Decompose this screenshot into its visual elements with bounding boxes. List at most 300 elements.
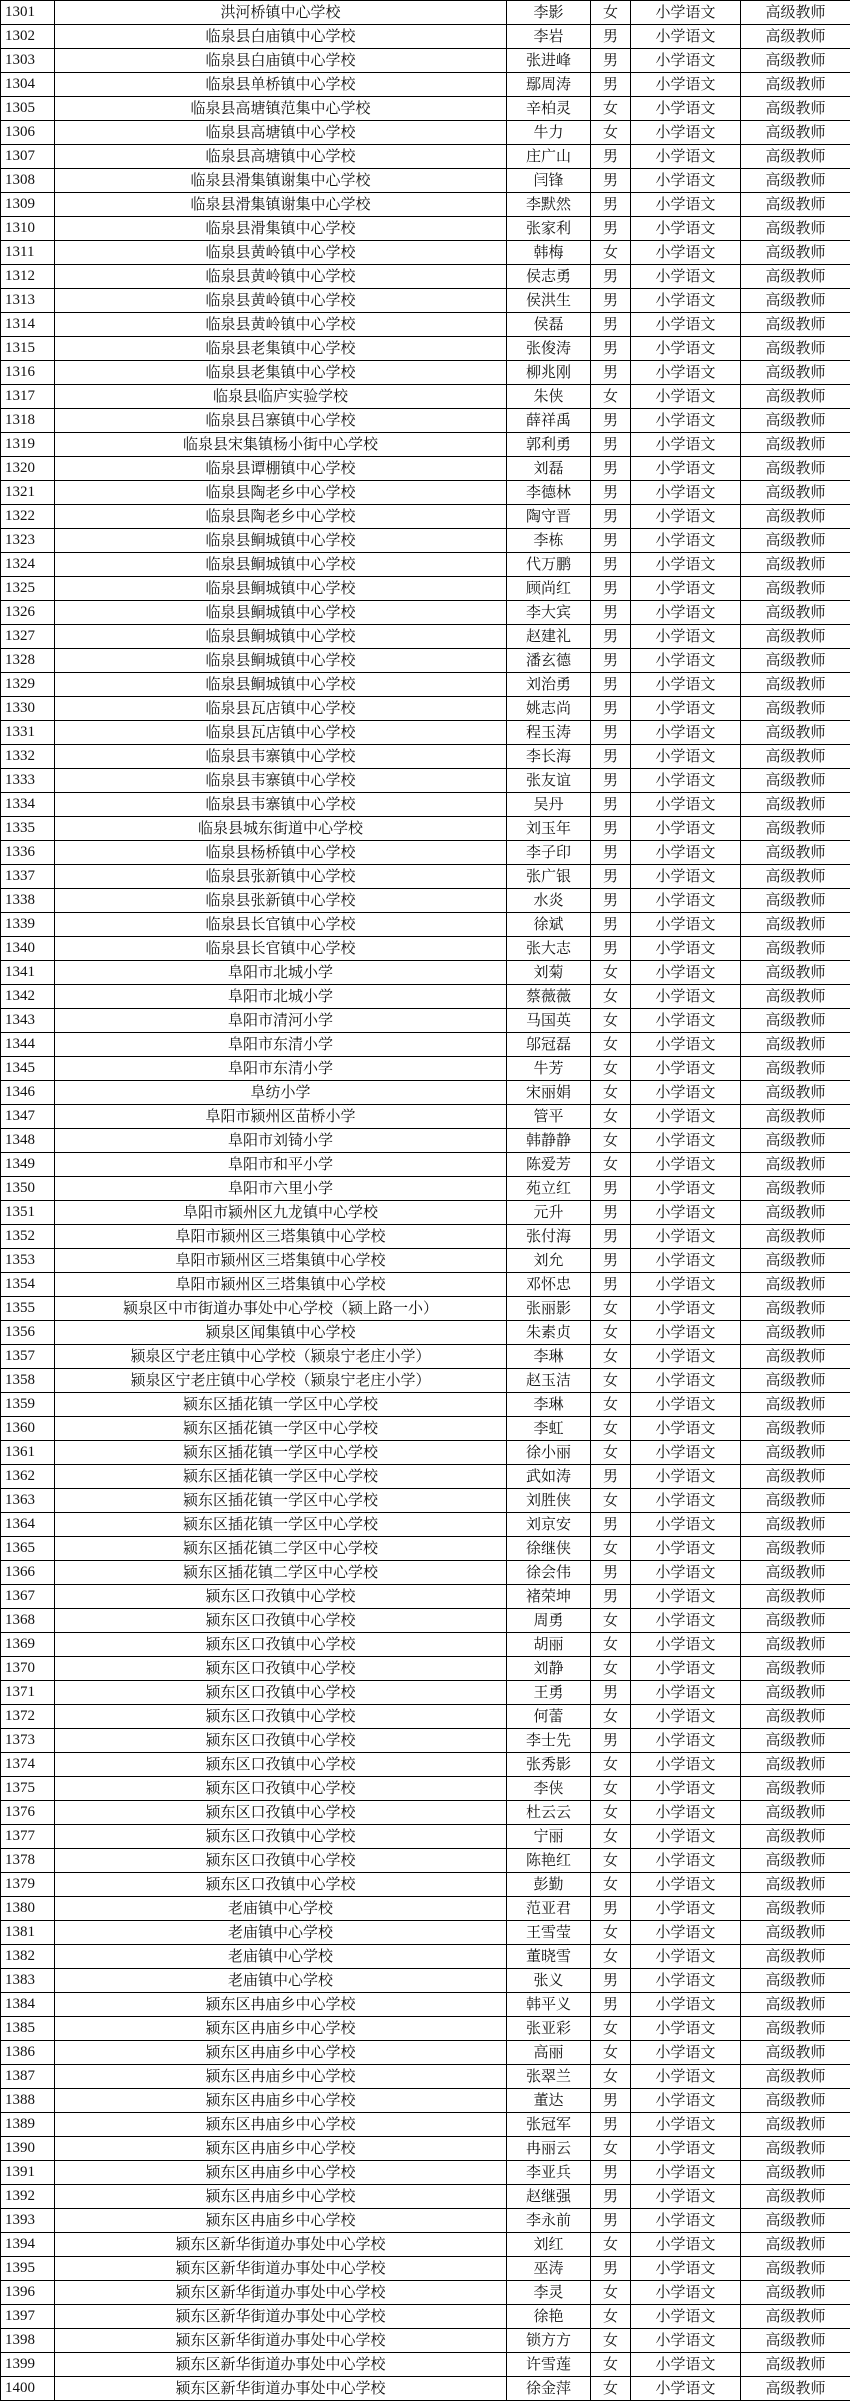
teacher-name-cell: 侯志勇 — [507, 265, 591, 289]
table-row — [1, 961, 850, 985]
table-row — [1, 2113, 850, 2137]
serial-number-cell: 1325 — [1, 577, 55, 601]
table-row — [1, 1177, 850, 1201]
school-cell: 颍东区冉庙乡中心学校 — [55, 2065, 507, 2089]
gender-cell: 女 — [591, 2041, 631, 2065]
teacher-name-cell: 徐会伟 — [507, 1561, 591, 1585]
school-cell: 阜阳市颍州区苗桥小学 — [55, 1105, 507, 1129]
table-row — [1, 1801, 850, 1825]
school-cell: 颍东区插花镇一学区中心学校 — [55, 1465, 507, 1489]
table-row — [1, 505, 850, 529]
serial-number-cell: 1392 — [1, 2185, 55, 2209]
title-cell: 高级教师 — [741, 2233, 850, 2257]
school-cell: 临泉县长官镇中心学校 — [55, 913, 507, 937]
title-cell: 高级教师 — [741, 361, 850, 385]
title-cell: 高级教师 — [741, 889, 850, 913]
gender-cell: 男 — [591, 1225, 631, 1249]
gender-cell: 男 — [591, 1729, 631, 1753]
serial-number-cell: 1363 — [1, 1489, 55, 1513]
school-cell: 颍东区口孜镇中心学校 — [55, 1633, 507, 1657]
gender-cell: 男 — [591, 1273, 631, 1297]
table-row — [1, 2209, 850, 2233]
gender-cell: 女 — [591, 2353, 631, 2377]
subject-cell: 小学语文 — [631, 721, 741, 745]
title-cell: 高级教师 — [741, 1777, 850, 1801]
school-cell: 颍东区口孜镇中心学校 — [55, 1657, 507, 1681]
title-cell: 高级教师 — [741, 25, 850, 49]
teacher-name-cell: 刘菊 — [507, 961, 591, 985]
gender-cell: 男 — [591, 1561, 631, 1585]
title-cell: 高级教师 — [741, 385, 850, 409]
serial-number-cell: 1369 — [1, 1633, 55, 1657]
subject-cell: 小学语文 — [631, 1585, 741, 1609]
serial-number-cell: 1339 — [1, 913, 55, 937]
table-row — [1, 2257, 850, 2281]
subject-cell: 小学语文 — [631, 145, 741, 169]
teacher-name-cell: 董达 — [507, 2089, 591, 2113]
table-row — [1, 1537, 850, 1561]
table-row — [1, 457, 850, 481]
serial-number-cell: 1356 — [1, 1321, 55, 1345]
serial-number-cell: 1394 — [1, 2233, 55, 2257]
serial-number-cell: 1387 — [1, 2065, 55, 2089]
serial-number-cell: 1398 — [1, 2329, 55, 2353]
title-cell: 高级教师 — [741, 1009, 850, 1033]
serial-number-cell: 1391 — [1, 2161, 55, 2185]
subject-cell: 小学语文 — [631, 1921, 741, 1945]
gender-cell: 女 — [591, 1153, 631, 1177]
serial-number-cell: 1373 — [1, 1729, 55, 1753]
title-cell: 高级教师 — [741, 1897, 850, 1921]
gender-cell: 男 — [591, 2089, 631, 2113]
school-cell: 颍东区冉庙乡中心学校 — [55, 1993, 507, 2017]
serial-number-cell: 1390 — [1, 2137, 55, 2161]
subject-cell: 小学语文 — [631, 1633, 741, 1657]
subject-cell: 小学语文 — [631, 625, 741, 649]
subject-cell: 小学语文 — [631, 2377, 741, 2401]
subject-cell: 小学语文 — [631, 1441, 741, 1465]
teacher-name-cell: 韩平义 — [507, 1993, 591, 2017]
serial-number-cell: 1351 — [1, 1201, 55, 1225]
serial-number-cell: 1399 — [1, 2353, 55, 2377]
serial-number-cell: 1302 — [1, 25, 55, 49]
subject-cell: 小学语文 — [631, 361, 741, 385]
school-cell: 老庙镇中心学校 — [55, 1945, 507, 1969]
table-row — [1, 1249, 850, 1273]
subject-cell: 小学语文 — [631, 913, 741, 937]
gender-cell: 女 — [591, 1417, 631, 1441]
subject-cell: 小学语文 — [631, 2353, 741, 2377]
teacher-name-cell: 徐金萍 — [507, 2377, 591, 2401]
gender-cell: 男 — [591, 1969, 631, 1993]
school-cell: 临泉县鲖城镇中心学校 — [55, 553, 507, 577]
teacher-name-cell: 李亚兵 — [507, 2161, 591, 2185]
serial-number-cell: 1332 — [1, 745, 55, 769]
gender-cell: 女 — [591, 2305, 631, 2329]
school-cell: 颍东区冉庙乡中心学校 — [55, 2185, 507, 2209]
title-cell: 高级教师 — [741, 337, 850, 361]
table-row — [1, 649, 850, 673]
title-cell: 高级教师 — [741, 1057, 850, 1081]
teacher-name-cell: 徐斌 — [507, 913, 591, 937]
title-cell: 高级教师 — [741, 169, 850, 193]
table-row — [1, 1513, 850, 1537]
table-row — [1, 2329, 850, 2353]
school-cell: 临泉县老集镇中心学校 — [55, 337, 507, 361]
title-cell: 高级教师 — [741, 1873, 850, 1897]
serial-number-cell: 1323 — [1, 529, 55, 553]
gender-cell: 女 — [591, 1129, 631, 1153]
title-cell: 高级教师 — [741, 721, 850, 745]
gender-cell: 女 — [591, 1105, 631, 1129]
gender-cell: 男 — [591, 625, 631, 649]
teacher-name-cell: 赵建礼 — [507, 625, 591, 649]
serial-number-cell: 1385 — [1, 2017, 55, 2041]
school-cell: 临泉县张新镇中心学校 — [55, 865, 507, 889]
gender-cell: 女 — [591, 121, 631, 145]
school-cell: 临泉县鲖城镇中心学校 — [55, 577, 507, 601]
school-cell: 临泉县滑集镇谢集中心学校 — [55, 193, 507, 217]
serial-number-cell: 1397 — [1, 2305, 55, 2329]
title-cell: 高级教师 — [741, 2257, 850, 2281]
subject-cell: 小学语文 — [631, 169, 741, 193]
subject-cell: 小学语文 — [631, 241, 741, 265]
serial-number-cell: 1301 — [1, 1, 55, 25]
teacher-name-cell: 李岩 — [507, 25, 591, 49]
table-row — [1, 1081, 850, 1105]
serial-number-cell: 1333 — [1, 769, 55, 793]
title-cell: 高级教师 — [741, 1273, 850, 1297]
serial-number-cell: 1382 — [1, 1945, 55, 1969]
title-cell: 高级教师 — [741, 865, 850, 889]
school-cell: 临泉县谭棚镇中心学校 — [55, 457, 507, 481]
title-cell: 高级教师 — [741, 1537, 850, 1561]
gender-cell: 女 — [591, 1873, 631, 1897]
title-cell: 高级教师 — [741, 1945, 850, 1969]
title-cell: 高级教师 — [741, 289, 850, 313]
title-cell: 高级教师 — [741, 193, 850, 217]
serial-number-cell: 1319 — [1, 433, 55, 457]
gender-cell: 男 — [591, 2209, 631, 2233]
school-cell: 临泉县陶老乡中心学校 — [55, 505, 507, 529]
school-cell: 颍东区插花镇一学区中心学校 — [55, 1513, 507, 1537]
table-row — [1, 793, 850, 817]
table-row — [1, 2281, 850, 2305]
serial-number-cell: 1304 — [1, 73, 55, 97]
subject-cell: 小学语文 — [631, 577, 741, 601]
school-cell: 临泉县鲖城镇中心学校 — [55, 625, 507, 649]
title-cell: 高级教师 — [741, 625, 850, 649]
subject-cell: 小学语文 — [631, 1513, 741, 1537]
teacher-name-cell: 潘玄德 — [507, 649, 591, 673]
serial-number-cell: 1395 — [1, 2257, 55, 2281]
gender-cell: 女 — [591, 1801, 631, 1825]
teacher-name-cell: 赵玉洁 — [507, 1369, 591, 1393]
school-cell: 老庙镇中心学校 — [55, 1897, 507, 1921]
subject-cell: 小学语文 — [631, 121, 741, 145]
school-cell: 颍泉区闻集镇中心学校 — [55, 1321, 507, 1345]
table-row — [1, 1849, 850, 1873]
table-row — [1, 1945, 850, 1969]
serial-number-cell: 1360 — [1, 1417, 55, 1441]
gender-cell: 男 — [591, 745, 631, 769]
gender-cell: 男 — [591, 73, 631, 97]
title-cell: 高级教师 — [741, 2209, 850, 2233]
serial-number-cell: 1327 — [1, 625, 55, 649]
subject-cell: 小学语文 — [631, 2185, 741, 2209]
school-cell: 阜阳市和平小学 — [55, 1153, 507, 1177]
gender-cell: 女 — [591, 1825, 631, 1849]
teacher-name-cell: 何蕾 — [507, 1705, 591, 1729]
gender-cell: 女 — [591, 985, 631, 1009]
table-row — [1, 1465, 850, 1489]
school-cell: 颍东区新华街道办事处中心学校 — [55, 2233, 507, 2257]
school-cell: 临泉县城东街道中心学校 — [55, 817, 507, 841]
teacher-name-cell: 张冠军 — [507, 2113, 591, 2137]
gender-cell: 男 — [591, 2185, 631, 2209]
table-row — [1, 1225, 850, 1249]
table-row — [1, 1153, 850, 1177]
teacher-name-cell: 张丽影 — [507, 1297, 591, 1321]
serial-number-cell: 1314 — [1, 313, 55, 337]
subject-cell: 小学语文 — [631, 2137, 741, 2161]
table-row — [1, 1, 850, 25]
subject-cell: 小学语文 — [631, 865, 741, 889]
school-cell: 颍东区冉庙乡中心学校 — [55, 2209, 507, 2233]
teacher-name-cell: 陈爱芳 — [507, 1153, 591, 1177]
subject-cell: 小学语文 — [631, 1969, 741, 1993]
teacher-name-cell: 徐小丽 — [507, 1441, 591, 1465]
serial-number-cell: 1305 — [1, 97, 55, 121]
school-cell: 颍东区插花镇一学区中心学校 — [55, 1417, 507, 1441]
gender-cell: 女 — [591, 1393, 631, 1417]
table-row — [1, 2233, 850, 2257]
title-cell: 高级教师 — [741, 1585, 850, 1609]
teacher-name-cell: 庄广山 — [507, 145, 591, 169]
gender-cell: 男 — [591, 793, 631, 817]
subject-cell: 小学语文 — [631, 1681, 741, 1705]
title-cell: 高级教师 — [741, 1177, 850, 1201]
subject-cell: 小学语文 — [631, 409, 741, 433]
table-row — [1, 673, 850, 697]
serial-number-cell: 1383 — [1, 1969, 55, 1993]
title-cell: 高级教师 — [741, 241, 850, 265]
gender-cell: 男 — [591, 505, 631, 529]
gender-cell: 男 — [591, 2161, 631, 2185]
serial-number-cell: 1368 — [1, 1609, 55, 1633]
subject-cell: 小学语文 — [631, 985, 741, 1009]
gender-cell: 男 — [591, 697, 631, 721]
table-row — [1, 1297, 850, 1321]
subject-cell: 小学语文 — [631, 2161, 741, 2185]
teacher-name-cell: 冉丽云 — [507, 2137, 591, 2161]
table-row — [1, 433, 850, 457]
teacher-name-cell: 刘胜侠 — [507, 1489, 591, 1513]
table-row — [1, 1393, 850, 1417]
title-cell: 高级教师 — [741, 1681, 850, 1705]
title-cell: 高级教师 — [741, 1705, 850, 1729]
teacher-name-cell: 牛力 — [507, 121, 591, 145]
teacher-name-cell: 侯磊 — [507, 313, 591, 337]
school-cell: 临泉县韦寨镇中心学校 — [55, 769, 507, 793]
teacher-name-cell: 李琳 — [507, 1393, 591, 1417]
serial-number-cell: 1328 — [1, 649, 55, 673]
school-cell: 临泉县黄岭镇中心学校 — [55, 241, 507, 265]
serial-number-cell: 1308 — [1, 169, 55, 193]
serial-number-cell: 1384 — [1, 1993, 55, 2017]
school-cell: 阜阳市北城小学 — [55, 961, 507, 985]
teacher-name-cell: 柳兆刚 — [507, 361, 591, 385]
teacher-name-cell: 鄢周涛 — [507, 73, 591, 97]
subject-cell: 小学语文 — [631, 2209, 741, 2233]
serial-number-cell: 1326 — [1, 601, 55, 625]
teacher-name-cell: 薛祥禹 — [507, 409, 591, 433]
gender-cell: 男 — [591, 1249, 631, 1273]
teacher-name-cell: 水炎 — [507, 889, 591, 913]
table-row — [1, 913, 850, 937]
table-row — [1, 529, 850, 553]
subject-cell: 小学语文 — [631, 1993, 741, 2017]
teacher-name-cell: 张家利 — [507, 217, 591, 241]
school-cell: 颍东区新华街道办事处中心学校 — [55, 2329, 507, 2353]
gender-cell: 女 — [591, 1945, 631, 1969]
table-row — [1, 1921, 850, 1945]
school-cell: 临泉县杨桥镇中心学校 — [55, 841, 507, 865]
school-cell: 阜阳市东清小学 — [55, 1057, 507, 1081]
teacher-name-cell: 刘红 — [507, 2233, 591, 2257]
gender-cell: 男 — [591, 889, 631, 913]
teacher-name-cell: 郭利勇 — [507, 433, 591, 457]
title-cell: 高级教师 — [741, 1081, 850, 1105]
subject-cell: 小学语文 — [631, 1297, 741, 1321]
gender-cell: 男 — [591, 361, 631, 385]
teacher-name-cell: 牛芳 — [507, 1057, 591, 1081]
gender-cell: 男 — [591, 145, 631, 169]
school-cell: 阜阳市清河小学 — [55, 1009, 507, 1033]
teacher-name-cell: 张俊涛 — [507, 337, 591, 361]
subject-cell: 小学语文 — [631, 481, 741, 505]
table-row — [1, 841, 850, 865]
table-row — [1, 1369, 850, 1393]
table-row — [1, 1633, 850, 1657]
table-row — [1, 1441, 850, 1465]
table-row — [1, 241, 850, 265]
school-cell: 临泉县高塘镇中心学校 — [55, 121, 507, 145]
school-cell: 洪河桥镇中心学校 — [55, 1, 507, 25]
title-cell: 高级教师 — [741, 937, 850, 961]
subject-cell: 小学语文 — [631, 49, 741, 73]
table-row — [1, 1057, 850, 1081]
table-row — [1, 2065, 850, 2089]
teacher-name-cell: 刘治勇 — [507, 673, 591, 697]
title-cell: 高级教师 — [741, 1465, 850, 1489]
subject-cell: 小学语文 — [631, 2305, 741, 2329]
table-row — [1, 865, 850, 889]
teacher-name-cell: 王雪莹 — [507, 1921, 591, 1945]
subject-cell: 小学语文 — [631, 601, 741, 625]
gender-cell: 女 — [591, 2065, 631, 2089]
gender-cell: 男 — [591, 577, 631, 601]
gender-cell: 女 — [591, 1849, 631, 1873]
title-cell: 高级教师 — [741, 1129, 850, 1153]
serial-number-cell: 1338 — [1, 889, 55, 913]
table-row — [1, 625, 850, 649]
school-cell: 临泉县老集镇中心学校 — [55, 361, 507, 385]
school-cell: 临泉县滑集镇中心学校 — [55, 217, 507, 241]
gender-cell: 女 — [591, 1345, 631, 1369]
gender-cell: 男 — [591, 1681, 631, 1705]
school-cell: 颍东区口孜镇中心学校 — [55, 1585, 507, 1609]
teacher-name-cell: 张广银 — [507, 865, 591, 889]
gender-cell: 男 — [591, 649, 631, 673]
subject-cell: 小学语文 — [631, 2041, 741, 2065]
gender-cell: 女 — [591, 1537, 631, 1561]
serial-number-cell: 1381 — [1, 1921, 55, 1945]
subject-cell: 小学语文 — [631, 673, 741, 697]
title-cell: 高级教师 — [741, 1345, 850, 1369]
subject-cell: 小学语文 — [631, 1, 741, 25]
serial-number-cell: 1322 — [1, 505, 55, 529]
teacher-name-cell: 宁丽 — [507, 1825, 591, 1849]
gender-cell: 男 — [591, 553, 631, 577]
teacher-name-cell: 陶守晋 — [507, 505, 591, 529]
subject-cell: 小学语文 — [631, 1129, 741, 1153]
teacher-name-cell: 张亚彩 — [507, 2017, 591, 2041]
serial-number-cell: 1335 — [1, 817, 55, 841]
school-cell: 颍东区冉庙乡中心学校 — [55, 2137, 507, 2161]
teacher-name-cell: 代万鹏 — [507, 553, 591, 577]
teacher-name-cell: 李虹 — [507, 1417, 591, 1441]
subject-cell: 小学语文 — [631, 337, 741, 361]
gender-cell: 女 — [591, 1297, 631, 1321]
school-cell: 颍东区冉庙乡中心学校 — [55, 2161, 507, 2185]
teacher-name-cell: 王勇 — [507, 1681, 591, 1705]
teacher-name-cell: 李德林 — [507, 481, 591, 505]
school-cell: 颍东区口孜镇中心学校 — [55, 1681, 507, 1705]
serial-number-cell: 1389 — [1, 2113, 55, 2137]
title-cell: 高级教师 — [741, 1825, 850, 1849]
teacher-name-cell: 韩静静 — [507, 1129, 591, 1153]
table-row — [1, 1321, 850, 1345]
subject-cell: 小学语文 — [631, 1033, 741, 1057]
serial-number-cell: 1342 — [1, 985, 55, 1009]
subject-cell: 小学语文 — [631, 2281, 741, 2305]
table-row — [1, 217, 850, 241]
school-cell: 颍东区插花镇一学区中心学校 — [55, 1441, 507, 1465]
title-cell: 高级教师 — [741, 1105, 850, 1129]
subject-cell: 小学语文 — [631, 1345, 741, 1369]
subject-cell: 小学语文 — [631, 2089, 741, 2113]
serial-number-cell: 1357 — [1, 1345, 55, 1369]
title-cell: 高级教师 — [741, 745, 850, 769]
title-cell: 高级教师 — [741, 649, 850, 673]
teacher-name-cell: 顾尚红 — [507, 577, 591, 601]
serial-number-cell: 1377 — [1, 1825, 55, 1849]
teacher-name-cell: 程玉涛 — [507, 721, 591, 745]
title-cell: 高级教师 — [741, 553, 850, 577]
school-cell: 颍东区新华街道办事处中心学校 — [55, 2281, 507, 2305]
school-cell: 颍泉区宁老庄镇中心学校（颍泉宁老庄小学） — [55, 1369, 507, 1393]
school-cell: 临泉县长官镇中心学校 — [55, 937, 507, 961]
title-cell: 高级教师 — [741, 2185, 850, 2209]
school-cell: 阜阳市颍州区三塔集镇中心学校 — [55, 1273, 507, 1297]
gender-cell: 女 — [591, 385, 631, 409]
teacher-name-cell: 李灵 — [507, 2281, 591, 2305]
subject-cell: 小学语文 — [631, 1945, 741, 1969]
teacher-name-cell: 李默然 — [507, 193, 591, 217]
table-row — [1, 1753, 850, 1777]
school-cell: 临泉县张新镇中心学校 — [55, 889, 507, 913]
